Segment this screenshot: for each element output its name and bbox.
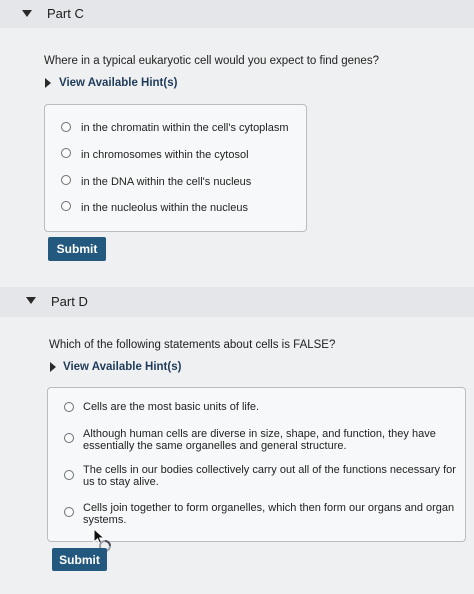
part-c-question: Where in a typical eukaryotic cell would you expect to find genes? [44, 55, 379, 67]
part-d-submit-button[interactable]: Submit [52, 548, 107, 571]
part-d-option-4[interactable] [83, 502, 454, 526]
part-c-radio-3[interactable] [61, 175, 71, 185]
part-c-submit-button[interactable]: Submit [48, 237, 106, 261]
part-d-option-1[interactable] [83, 401, 259, 413]
part-c-radio-4[interactable] [61, 201, 71, 211]
part-c-option-4[interactable]: in the nucleolus within the nucleus [81, 202, 248, 214]
option-line: us to stay alive. [83, 476, 159, 488]
option-line: Cells join together to form organelles, which then form our organs and organ [83, 502, 455, 514]
part-c-hint-link[interactable]: View Available Hint(s) [59, 77, 178, 89]
part-d-radio-1[interactable] [64, 402, 74, 412]
part-d-radio-4[interactable] [64, 507, 74, 517]
part-d-radio-3[interactable] [64, 470, 74, 480]
part-d-hint-link[interactable]: View Available Hint(s) [63, 361, 182, 373]
hint-caret-icon[interactable] [50, 362, 56, 372]
option-line: essentially the same organelles and general structure. [83, 440, 347, 452]
part-d-radio-2[interactable] [64, 433, 74, 443]
part-c-option-3[interactable]: in the DNA within the cell's nucleus [81, 176, 252, 188]
collapse-caret-icon[interactable] [22, 10, 32, 17]
part-d-option-2[interactable] [83, 428, 436, 452]
part-c-title: Part C [47, 6, 84, 21]
part-c-option-1[interactable]: in the chromatin within the cell's cytoplasm [81, 122, 289, 134]
part-c-option-2[interactable]: in chromosomes within the cytosol [81, 149, 249, 161]
option-line: The cells in our bodies collectively carry out all of the functions necessary for [83, 464, 456, 476]
option-line: Although human cells are diverse in size, shape, and function, they have [83, 428, 436, 440]
part-d-option-3[interactable] [83, 464, 456, 488]
collapse-caret-icon[interactable] [26, 297, 36, 304]
option-line: systems. [83, 514, 127, 526]
option-line: Cells are the most basic units of life. [83, 401, 260, 413]
part-d-question: Which of the following statements about cells is FALSE? [49, 339, 336, 351]
part-d-title: Part D [51, 294, 88, 309]
part-c-radio-2[interactable] [61, 148, 71, 158]
hint-caret-icon[interactable] [45, 78, 51, 88]
part-c-radio-1[interactable] [61, 122, 71, 132]
